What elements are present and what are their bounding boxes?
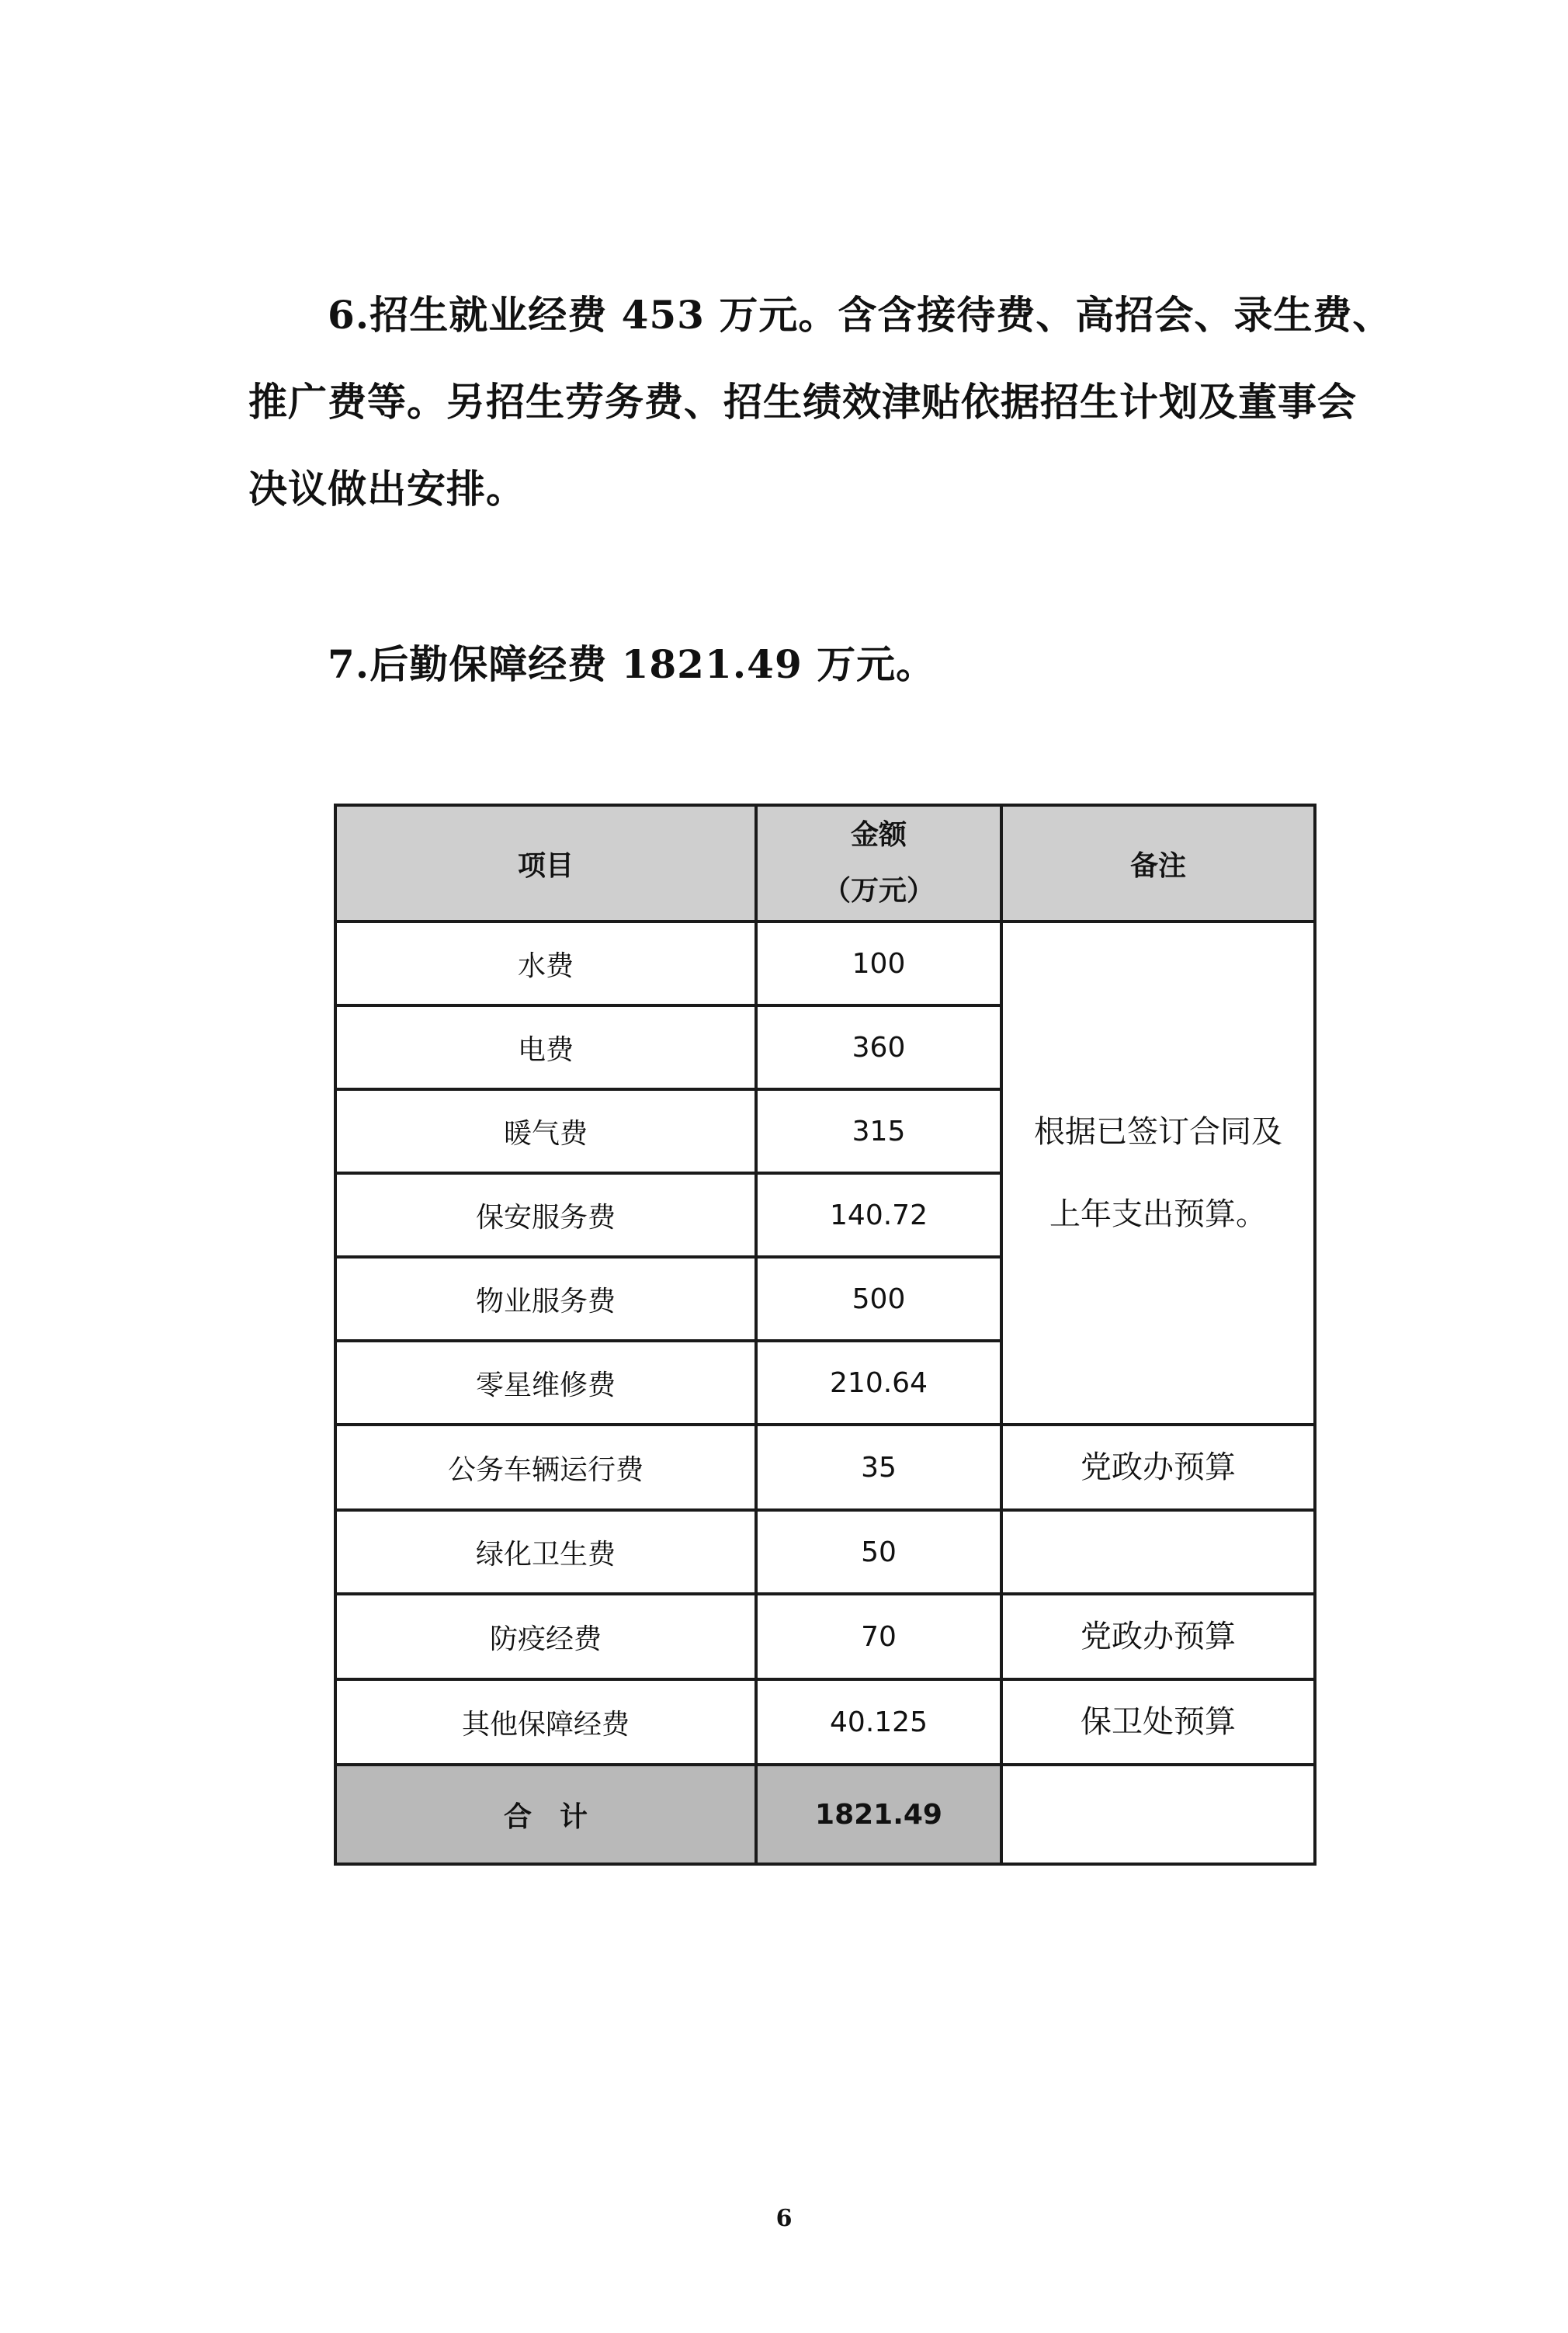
header-remark: 备注 <box>1001 805 1315 922</box>
cell-item: 暖气费 <box>335 1089 756 1173</box>
remark-line: 根据已签订合同及 <box>1034 1114 1282 1150</box>
cell-item: 公务车辆运行费 <box>335 1425 756 1510</box>
header-item: 项目 <box>335 805 756 922</box>
cell-remark <box>1001 1510 1315 1594</box>
table-row <box>335 1510 1315 1594</box>
table-row <box>335 1679 1315 1765</box>
cell-amount: 100 <box>756 922 1001 1005</box>
table-row <box>335 922 1315 1005</box>
cell-remark-merged <box>1001 922 1315 1425</box>
cell-remark: 党政办预算 <box>1001 1594 1315 1679</box>
logistics-budget-table <box>334 804 1316 1866</box>
cell-remark: 保卫处预算 <box>1001 1679 1315 1765</box>
paragraph-logistics-budget <box>248 621 1405 708</box>
cell-item: 电费 <box>335 1005 756 1089</box>
cell-item: 其他保障经费 <box>335 1679 756 1765</box>
cell-item: 防疫经费 <box>335 1594 756 1679</box>
cell-amount: 40.125 <box>756 1679 1001 1765</box>
total-label: 合 计 <box>335 1765 756 1864</box>
paragraph-line: 推广费等。另招生劳务费、招生绩效津贴依据招生计划及董事会 <box>248 379 1357 425</box>
remark-line: 上年支出预算。 <box>1049 1196 1267 1232</box>
cell-item: 水费 <box>335 922 756 1005</box>
table-row <box>335 1425 1315 1510</box>
paragraph-line: 6.招生就业经费 453 万元。含含接待费、高招会、录生费、 <box>328 292 1393 338</box>
table-header-row <box>335 805 1315 922</box>
cell-amount: 315 <box>756 1089 1001 1173</box>
cell-item: 绿化卫生费 <box>335 1510 756 1594</box>
page-number: 6 <box>775 2205 793 2232</box>
cell-remark: 党政办预算 <box>1001 1425 1315 1510</box>
paragraph-line: 决议做出安排。 <box>248 466 526 512</box>
cell-item: 零星维修费 <box>335 1341 756 1425</box>
cell-amount: 140.72 <box>756 1173 1001 1257</box>
header-amount <box>756 805 1001 922</box>
header-amount-unit: （万元） <box>822 875 935 907</box>
cell-amount: 360 <box>756 1005 1001 1089</box>
table-row <box>335 1594 1315 1679</box>
cell-amount: 500 <box>756 1257 1001 1341</box>
total-amount: 1821.49 <box>756 1765 1001 1864</box>
table-total-row <box>335 1765 1315 1864</box>
paragraph-recruitment-budget <box>248 272 1405 533</box>
cell-amount: 70 <box>756 1594 1001 1679</box>
cell-amount: 210.64 <box>756 1341 1001 1425</box>
cell-amount: 50 <box>756 1510 1001 1594</box>
cell-amount: 35 <box>756 1425 1001 1510</box>
paragraph-line: 7.后勤保障经费 1821.49 万元。 <box>328 641 936 687</box>
cell-item: 物业服务费 <box>335 1257 756 1341</box>
total-remark <box>1001 1765 1315 1864</box>
header-amount-title: 金额 <box>850 819 907 851</box>
cell-item: 保安服务费 <box>335 1173 756 1257</box>
